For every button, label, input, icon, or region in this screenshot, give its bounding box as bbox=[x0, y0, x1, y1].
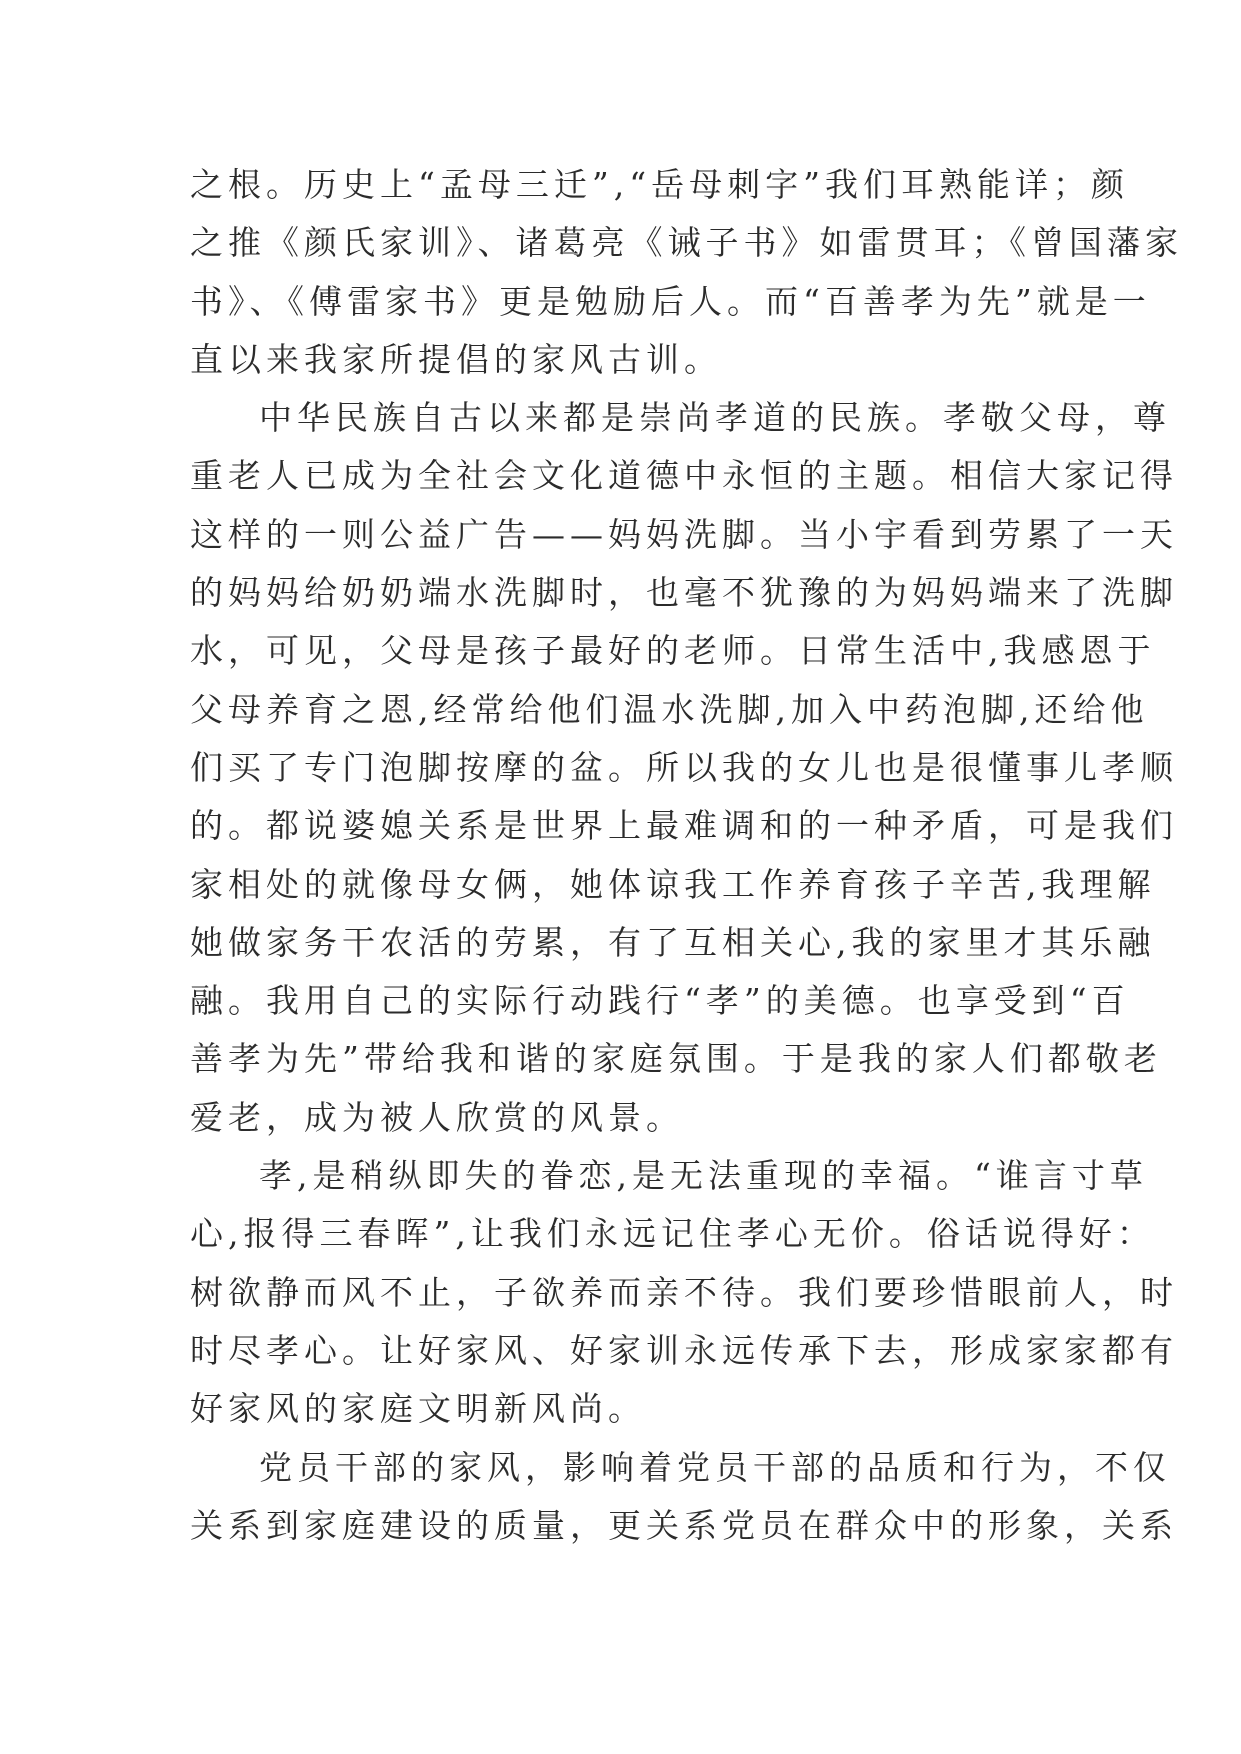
text-line: 融。我用自己的实际行动践行“孝”的美德。也享受到“百 bbox=[190, 981, 1130, 1021]
paragraph-4 bbox=[190, 1439, 1178, 1556]
text-line: 孝,是稍纵即失的眷恋,是无法重现的幸福。“谁言寸草 bbox=[259, 1156, 1148, 1196]
text-line: 水，可见，父母是孩子最好的老师。日常生活中,我感恩于 bbox=[190, 631, 1156, 671]
text-line: 时尽孝心。让好家风、好家训永远传承下去，形成家家都有 bbox=[190, 1330, 1178, 1370]
text-line: 重老人已成为全社会文化道德中永恒的主题。相信大家记得 bbox=[190, 456, 1178, 496]
text-line: 们买了专门泡脚按摩的盆。所以我的女儿也是很懂事儿孝顺 bbox=[190, 747, 1178, 787]
text-line: 的。都说婆媳关系是世界上最难调和的一种矛盾，可是我们 bbox=[190, 806, 1178, 846]
text-line: 树欲静而风不止，子欲养而亲不待。我们要珍惜眼前人，时 bbox=[190, 1272, 1178, 1312]
text-line: 她做家务干农活的劳累，有了互相关心,我的家里才其乐融 bbox=[190, 922, 1156, 962]
paragraph-2 bbox=[190, 389, 1178, 1147]
body-text bbox=[190, 156, 1183, 1555]
text-line: 党员干部的家风，影响着党员干部的品质和行为，不仅 bbox=[259, 1447, 1171, 1487]
text-line: 这样的一则公益广告——妈妈洗脚。当小宇看到劳累了一天 bbox=[190, 514, 1178, 554]
text-line: 之推《颜氏家训》、诸葛亮《诫子书》如雷贯耳；《曾国藩家 bbox=[190, 223, 1183, 263]
text-line: 好家风的家庭文明新风尚。 bbox=[190, 1389, 646, 1429]
text-line: 关系到家庭建设的质量，更关系党员在群众中的形象，关系 bbox=[190, 1505, 1178, 1545]
paragraph-3 bbox=[190, 1147, 1178, 1438]
text-line: 书》、《傅雷家书》更是勉励后人。而“百善孝为先”就是一 bbox=[190, 281, 1151, 321]
text-line: 心,报得三春晖”,让我们永远记住孝心无价。俗话说得好： bbox=[190, 1214, 1155, 1254]
text-line: 中华民族自古以来都是崇尚孝道的民族。孝敬父母，尊 bbox=[259, 398, 1171, 438]
text-line: 之根。历史上“孟母三迁”,“岳母刺字”我们耳熟能详；颜 bbox=[190, 165, 1129, 204]
text-line: 善孝为先”带给我和谐的家庭氛围。于是我的家人们都敬老 bbox=[190, 1039, 1162, 1079]
text-line: 家相处的就像母女俩，她体谅我工作养育孩子辛苦,我理解 bbox=[190, 864, 1156, 904]
text-line: 直以来我家所提倡的家风古训。 bbox=[190, 339, 722, 379]
text-line: 的妈妈给奶奶端水洗脚时，也毫不犹豫的为妈妈端来了洗脚 bbox=[190, 573, 1178, 613]
paragraph-1 bbox=[190, 156, 1183, 389]
text-line: 爱老，成为被人欣赏的风景。 bbox=[190, 1097, 684, 1137]
text-line: 父母养育之恩,经常给他们温水洗脚,加入中药泡脚,还给他 bbox=[190, 689, 1149, 729]
